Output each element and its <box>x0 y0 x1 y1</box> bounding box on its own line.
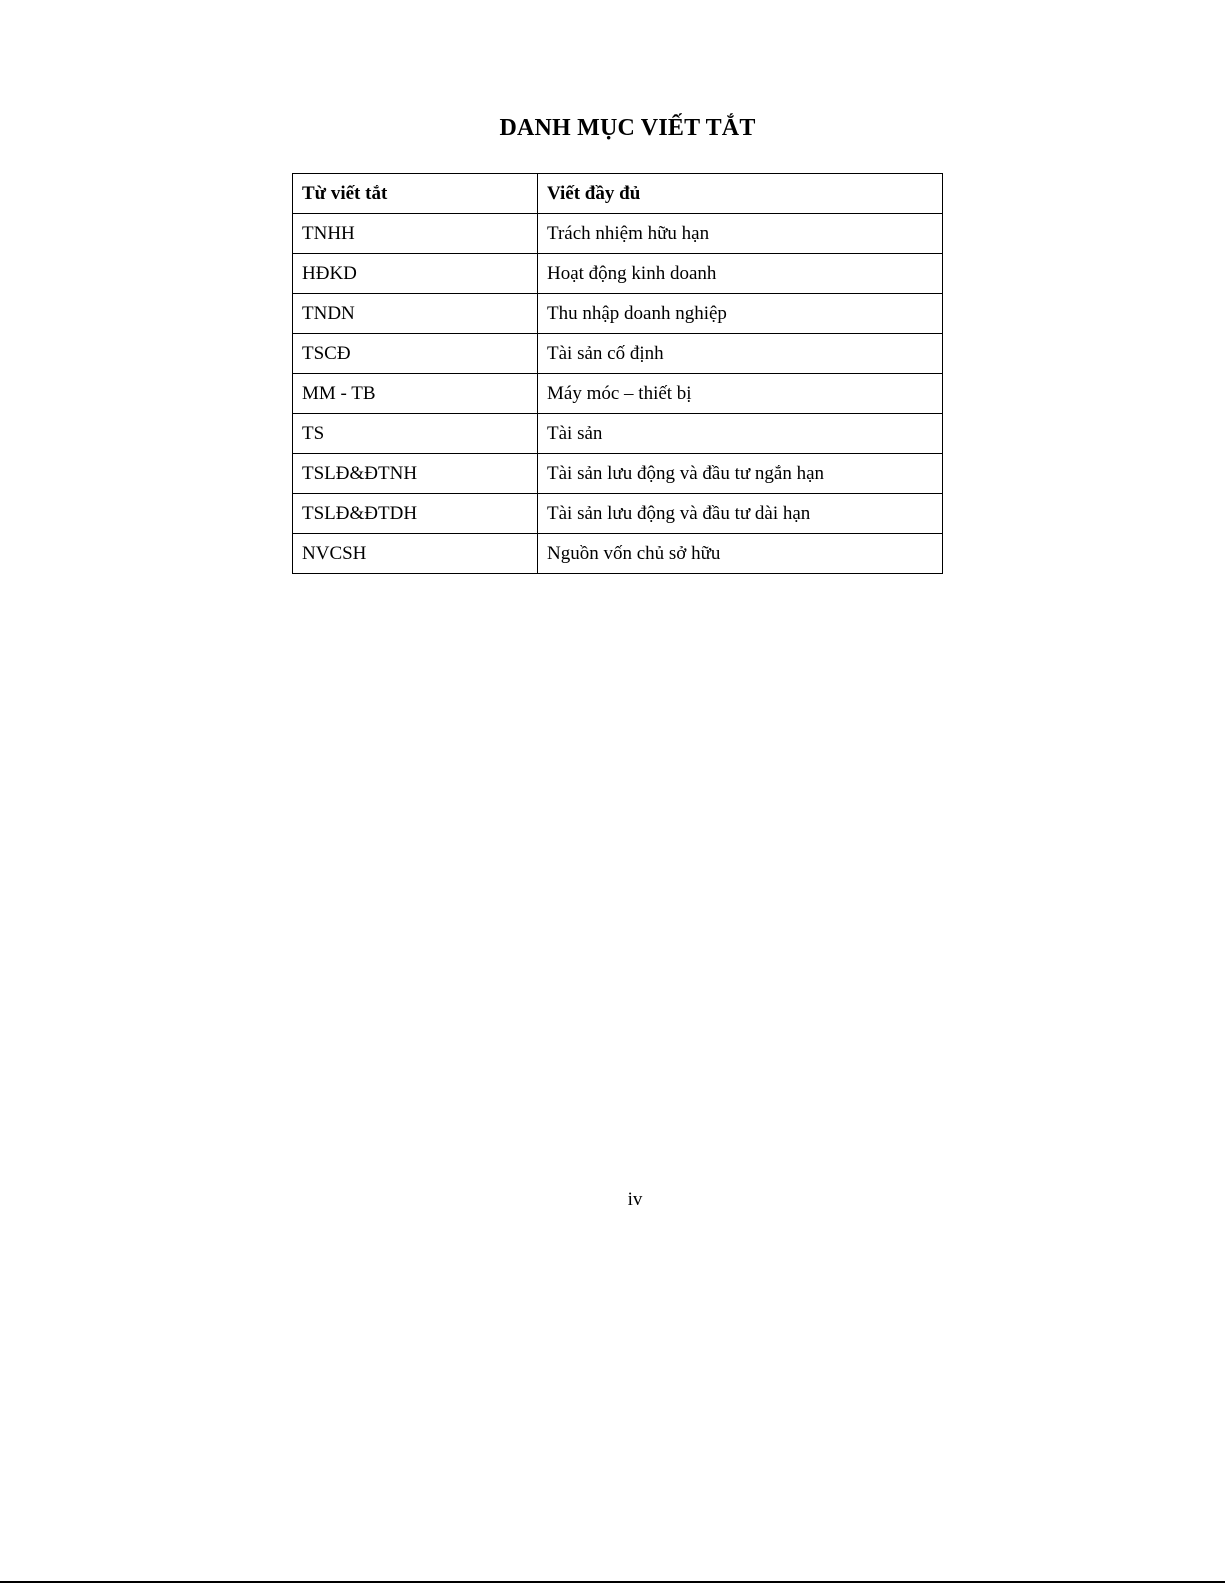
full-form-cell: Máy móc – thiết bị <box>538 374 943 414</box>
full-form-cell: Tài sản lưu động và đầu tư dài hạn <box>538 494 943 534</box>
abbreviation-table <box>292 173 943 574</box>
table-row <box>293 374 943 414</box>
abbreviation-cell: TS <box>293 414 538 454</box>
abbreviation-cell: TSLĐ&ĐTNH <box>293 454 538 494</box>
page-number: iv <box>627 1189 643 1210</box>
full-form-cell: Tài sản lưu động và đầu tư ngắn hạn <box>538 454 943 494</box>
table-row <box>293 494 943 534</box>
abbreviation-cell: MM - TB <box>293 374 538 414</box>
table-row <box>293 534 943 574</box>
abbreviation-cell: TNDN <box>293 294 538 334</box>
table-row <box>293 334 943 374</box>
column-header-full-form: Viết đầy đủ <box>538 174 943 214</box>
table-row <box>293 214 943 254</box>
abbreviation-cell: TSCĐ <box>293 334 538 374</box>
abbreviation-cell: TNHH <box>293 214 538 254</box>
abbreviation-cell: TSLĐ&ĐTDH <box>293 494 538 534</box>
table-row <box>293 254 943 294</box>
page-bottom-border <box>0 1581 1225 1583</box>
table-row <box>293 414 943 454</box>
abbreviation-cell: NVCSH <box>293 534 538 574</box>
table-row <box>293 294 943 334</box>
full-form-cell: Tài sản <box>538 414 943 454</box>
full-form-cell: Tài sản cố định <box>538 334 943 374</box>
full-form-cell: Trách nhiệm hữu hạn <box>538 214 943 254</box>
full-form-cell: Thu nhập doanh nghiệp <box>538 294 943 334</box>
page-title: DANH MỤC VIẾT TẮT <box>499 115 756 141</box>
abbreviation-cell: HĐKD <box>293 254 538 294</box>
full-form-cell: Hoạt động kinh doanh <box>538 254 943 294</box>
table-row <box>293 454 943 494</box>
column-header-abbreviation: Từ viết tắt <box>293 174 538 214</box>
table-header-row <box>293 174 943 214</box>
full-form-cell: Nguồn vốn chủ sở hữu <box>538 534 943 574</box>
